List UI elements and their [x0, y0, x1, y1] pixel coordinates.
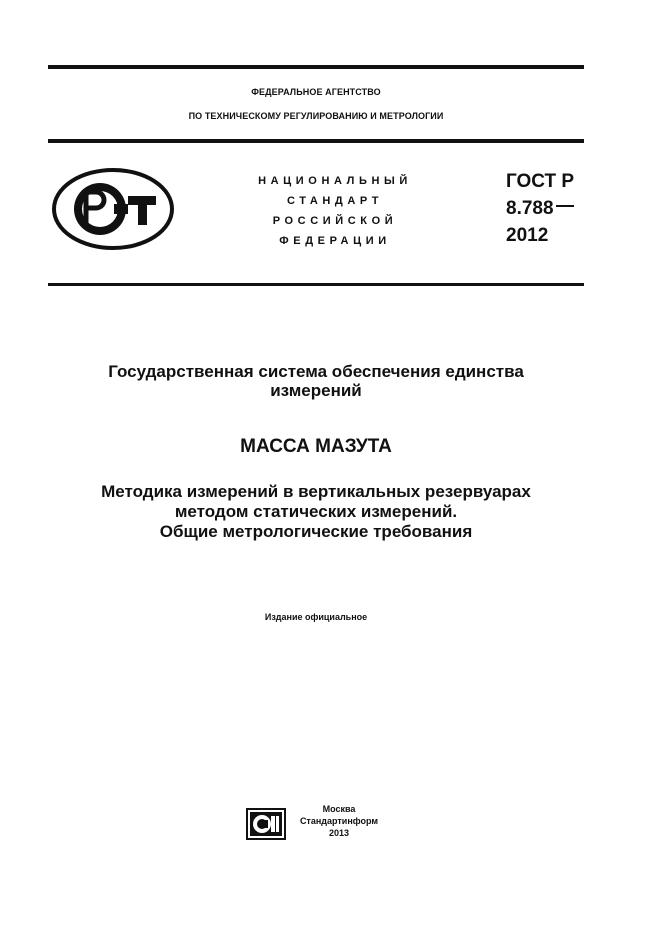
publisher-year: 2013 — [328, 828, 350, 838]
gost-line-2 — [506, 195, 574, 222]
gost-line-1: ГОСТ Р — [506, 171, 575, 192]
standard-type — [240, 171, 430, 251]
series-title-line-2: измерений — [270, 381, 362, 400]
header-rule — [48, 139, 584, 143]
publisher-block — [292, 803, 386, 839]
subtitle-line-1: Методика измерений в вертикальных резервуарах — [101, 482, 531, 501]
gost-number: 8.788 — [506, 198, 554, 219]
gost-designation — [506, 168, 574, 249]
standard-type-line-4: ФЕДЕРАЦИИ — [279, 235, 391, 247]
standard-type-line-3: РОССИЙСКОЙ — [272, 215, 398, 227]
agency-line-1: ФЕДЕРАЛЬНОЕ АГЕНТСТВО — [251, 87, 381, 97]
main-title: МАССА МАЗУТА — [240, 436, 392, 457]
series-title-line-1: Государственная система обеспечения единства — [108, 362, 524, 381]
standartinform-logo-icon — [246, 808, 286, 840]
series-title — [48, 362, 584, 400]
edition-note: Издание официальное — [264, 612, 368, 622]
gost-dash — [556, 205, 574, 207]
publisher-name: Стандартинформ — [299, 816, 379, 826]
standard-type-line-1: НАЦИОНАЛЬНЫЙ — [258, 175, 412, 187]
rst-gost-emblem-icon — [52, 168, 174, 250]
standard-type-line-2: СТАНДАРТ — [286, 195, 384, 207]
gost-year: 2012 — [506, 225, 549, 246]
publisher-city: Москва — [322, 804, 356, 814]
subtitle-line-3: Общие метрологические требования — [159, 522, 473, 541]
top-rule — [48, 65, 584, 69]
agency-line-2: ПО ТЕХНИЧЕСКОМУ РЕГУЛИРОВАНИЮ И МЕТРОЛОГИИ — [188, 111, 444, 121]
section-rule — [48, 283, 584, 286]
subtitle-line-2: методом статических измерений. — [174, 502, 458, 521]
subtitle — [48, 482, 584, 542]
